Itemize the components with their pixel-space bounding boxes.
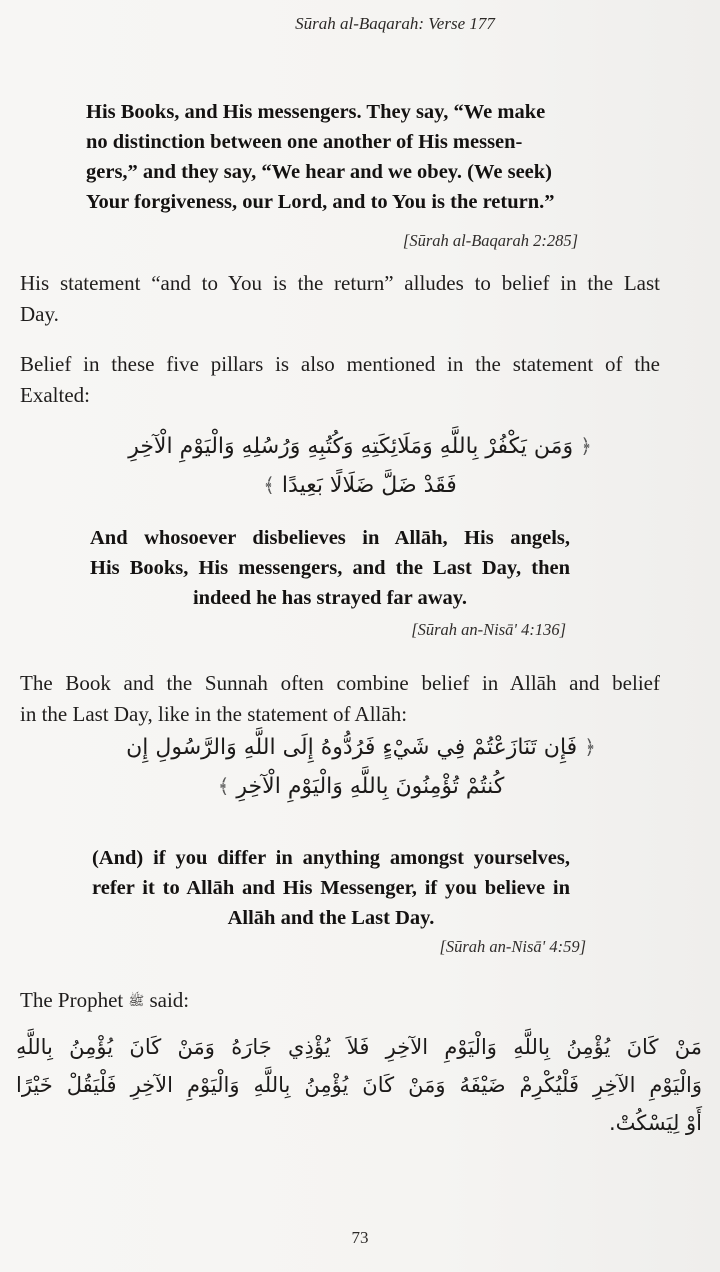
quote-line: refer it to Allāh and His Messenger, if you believe in	[92, 877, 570, 899]
quote-line: no distinction between one another of His messen-	[86, 131, 523, 153]
quote-line: Allāh and the Last Day.	[227, 907, 435, 929]
arabic-hadith	[0, 1028, 720, 1142]
paragraph-line: Day.	[20, 302, 59, 326]
arabic-text: وَمَن يَكْفُرْ بِاللَّهِ وَمَلَائِكَتِهِ وَكُتُبِهِ وَرُسُلِهِ وَالْيَوْمِ الْآخِرِ	[128, 434, 574, 459]
quote-line: His Books, His messengers, and the Last Day, then	[90, 557, 570, 579]
arabic-hadith-line: مَنْ كَانَ يُؤْمِنُ بِاللَّهِ وَالْيَوْمِ الآخِرِ فَلاَ يُؤْذِي جَارَهُ وَمَنْ كَانَ يُؤْمِنُ بِاللَّهِ	[16, 1035, 702, 1059]
quran-bracket-open-icon: ﴿	[580, 434, 592, 458]
quote-line: His Books, and His messengers. They say, “We make	[86, 101, 546, 123]
arabic-hadith-line: أَوْ لِيَسْكُتْ.	[608, 1111, 702, 1135]
quran-bracket-close-icon: ﴾	[263, 473, 275, 497]
quote-block-1	[0, 97, 720, 217]
quote-line: indeed he has strayed far away.	[192, 587, 468, 609]
reference-2: [Sūrah an-Nisā' 4:136]	[411, 620, 566, 639]
arabic-hadith-line: وَالْيَوْمِ الآخِرِ فَلْيُكْرِمْ ضَيْفَهُ وَمَنْ كَانَ يُؤْمِنُ بِاللَّهِ وَالْيَوْمِ الآخِرِ فَلْيَقُلْ خَيْرًا	[16, 1073, 702, 1097]
paragraph-1	[0, 268, 720, 330]
arabic-verse-line	[90, 427, 630, 466]
paragraph-text: The Prophet	[20, 988, 124, 1012]
quote-block-3	[0, 843, 720, 933]
paragraph-line: The Book and the Sunnah often combine belief in Allāh and belief	[20, 671, 660, 695]
page-number: 73	[351, 1228, 369, 1247]
arabic-verse-line	[92, 767, 630, 806]
arabic-text: كُنتُمْ تُؤْمِنُونَ بِاللَّهِ وَالْيَوْمِ الْآخِرِ	[236, 774, 505, 799]
paragraph-4	[0, 985, 720, 1019]
arabic-verse-line	[92, 728, 630, 767]
salutation-icon: ﷺ	[128, 994, 145, 1009]
paragraph-2	[0, 349, 720, 411]
paragraph-line: in the Last Day, like in the statement of Allāh:	[20, 702, 408, 726]
paragraph-line: His statement “and to You is the return” alludes to belief in the Last	[20, 271, 660, 295]
quran-bracket-open-icon: ﴿	[584, 735, 596, 759]
paragraph-line: Exalted:	[20, 383, 90, 407]
paragraph-line: Belief in these five pillars is also mentioned in the statement of the	[20, 352, 660, 376]
paragraph-3	[0, 668, 720, 730]
paragraph-text: said:	[149, 988, 190, 1012]
reference-1: [Sūrah al-Baqarah 2:285]	[402, 231, 578, 250]
quote-line: (And) if you differ in anything amongst yourselves,	[92, 847, 570, 869]
quran-bracket-close-icon: ﴾	[217, 774, 230, 798]
reference-3: [Sūrah an-Nisā' 4:59]	[439, 937, 586, 956]
arabic-verse-line	[90, 466, 630, 505]
arabic-text: فَإِن تَنَازَعْتُمْ فِي شَيْءٍ فَرُدُّوهُ إِلَى اللَّهِ وَالرَّسُولِ إِن	[126, 735, 578, 760]
quote-line: gers,” and they say, “We hear and we obey. (We seek)	[86, 161, 552, 183]
running-header: Sūrah al-Baqarah: Verse 177	[295, 14, 495, 33]
arabic-text: فَقَدْ ضَلَّ ضَلَالًا بَعِيدًا	[281, 473, 457, 498]
quote-line: And whosoever disbelieves in Allāh, His angels,	[90, 527, 570, 549]
quote-line: Your forgiveness, our Lord, and to You is the return.”	[86, 191, 555, 213]
quote-block-2	[0, 523, 720, 613]
arabic-verse-1	[0, 427, 720, 505]
arabic-verse-2	[0, 728, 720, 806]
